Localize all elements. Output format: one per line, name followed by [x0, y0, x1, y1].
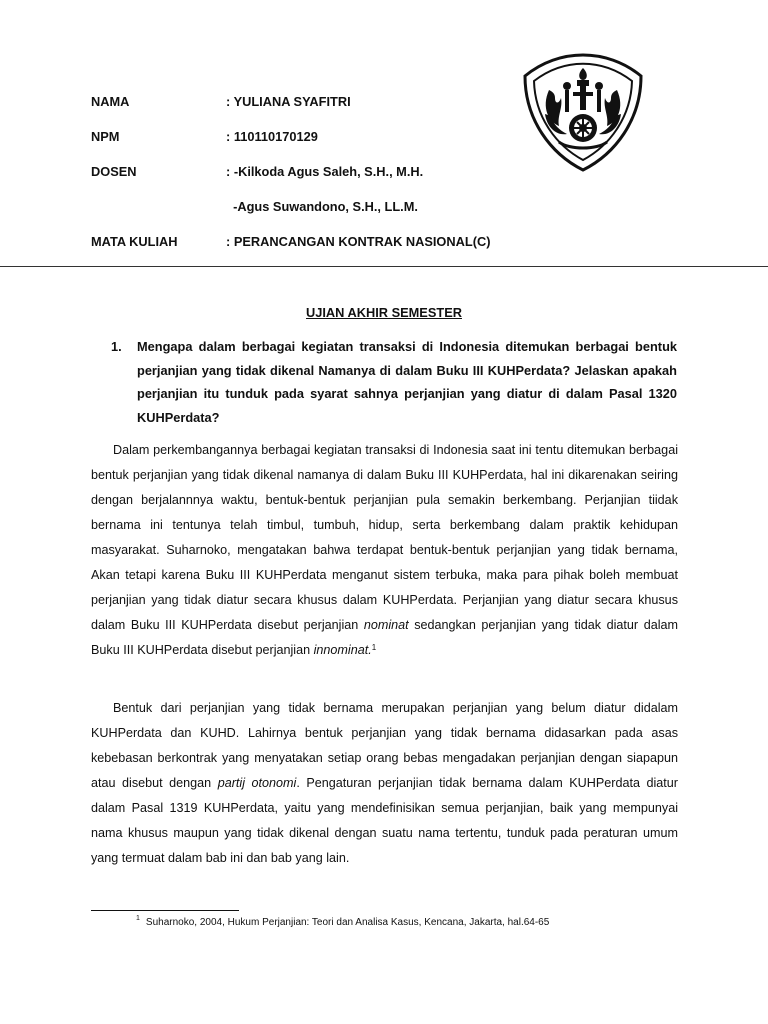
paragraph-2-text-a: Bentuk dari perjanjian yang tidak bernama merupakan perjanjian yang belum diatur didalam KUHPerdata dan KUHD. Lahirnya bentuk perjanjian yang tidak bernama didasarkan pada asas kebebasan berkontrak yang menyatakan setiap orang bebas mengadakan perjanjian dengan siapapun atau disebut dengan — [91, 701, 678, 790]
paragraph-1-text-a: Dalam perkembangannya berbagai kegiatan transaksi di Indonesia saat ini tentu ditemukan berbagai bentuk perjanjian yang tidak dikenal namanya di dalam Buku III KUHPerdata, hal ini dikarenakan seiring dengan berjalannnya waktu, bentuk-bentuk perjanjian pula semakin berkembang. Perjanjian tiidak bernama ini tentunya telah timbul, tumbuh, hidup, serta berkembang dalam praktik kehidupan masyarakat. Suharnoko, mengatakan bahwa terdapat bentuk-bentuk perjanjian yang tidak bernama, Akan tetapi karena Buku III KUHPerdata menganut sistem terbuka, maka para pihak boleh membuat perjanjian yang tidak diatur secara khusus dalam KUHPerdata. Perjanjian yang diatur secara khusus dalam Buku III KUHPerdata disebut perjanjian — [91, 443, 678, 632]
header-divider — [0, 266, 768, 267]
lecturer-value-2: -Agus Suwandono, S.H., LL.M. — [226, 199, 418, 214]
paragraph-2-italic: partij otonomi — [217, 776, 297, 790]
lecturer-label: DOSEN — [91, 164, 137, 179]
question-text: Mengapa dalam berbagai kegiatan transaksi di Indonesia ditemukan berbagai bentuk perjanjian yang tidak dikenal Namanya di dalam Buku III KUHPerdata? Jelaskan apakah perjanjian itu tunduk pada syarat sahnya perjanjian yang diatur di dalam Pasal 1320 KUHPerdata? — [137, 339, 677, 425]
paragraph-1-italic-a: nominat — [363, 618, 409, 632]
answer-paragraph-2 — [91, 696, 678, 871]
course-label: MATA KULIAH — [91, 234, 178, 249]
paragraph-2-text-b: . Pengaturan perjanjian tidak bernama dalam KUHPerdata diatur dalam Pasal 1319 KUHPerdata, yaitu yang mendefinisikan semua perjanjian, baik yang mempunyai nama khusus maupun yang tidak dikenal dengan suatu nama tertentu, tunduk pada peraturan umum yang termuat dalam bab ini dan bab yang lain. — [91, 776, 678, 865]
footnote-text: Suharnoko, 2004, Hukum Perjanjian: Teori dan Analisa Kasus, Kencana, Jakarta, hal.64-65 — [145, 917, 550, 928]
name-value: : YULIANA SYAFITRI — [226, 94, 351, 109]
university-emblem-icon — [519, 50, 647, 174]
name-label: NAMA — [91, 94, 130, 109]
footnote — [136, 917, 549, 928]
footnote-number: 1 — [136, 915, 140, 922]
npm-label: NPM — [91, 129, 120, 144]
exam-title: UJIAN AKHIR SEMESTER — [306, 305, 462, 320]
paragraph-1-italic-b: innominat. — [313, 643, 372, 657]
answer-paragraph-1 — [91, 438, 678, 663]
question-number: 1. — [111, 339, 122, 354]
question-1 — [111, 335, 677, 429]
paragraph-1-text-b: sedangkan perjanjian yang tidak diatur dalam Buku III KUHPerdata disebut perjanjian — [91, 618, 678, 657]
course-value: : PERANCANGAN KONTRAK NASIONAL(C) — [226, 234, 491, 249]
lecturer-value-1: : -Kilkoda Agus Saleh, S.H., M.H. — [226, 164, 424, 179]
npm-value: : 110110170129 — [226, 129, 318, 144]
footnote-divider — [91, 910, 239, 911]
footnote-reference[interactable]: 1 — [371, 643, 377, 652]
